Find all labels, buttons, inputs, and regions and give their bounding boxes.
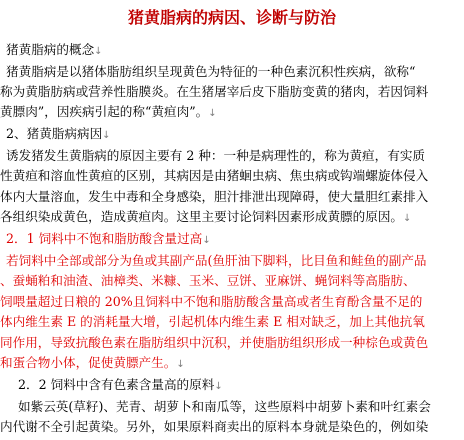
text-line: 体内维生素 E 的消耗量大增，引起机体内维生素 E 相对缺乏，加上其他抗氧: [0, 314, 425, 329]
text-line: 、蚕蛹粕和油渣、油樟类、米糠、玉米、豆饼、亚麻饼、蝇饲料等高脂肪、: [0, 273, 416, 288]
text-line: 同作用，导致抗酸色素在脂肪组织中沉积，并使脂肪组织形成一种棕色或黄色: [0, 335, 429, 350]
text-line: 若饲料中全部或部分为鱼或其副产品(鱼肝油下脚料，比目鱼和鲑鱼的副产品: [6, 253, 427, 268]
text-line: 饲喂量超过日粮的 20%且饲料中不饱和脂肪酸含量高或者生育酚含量不足的: [0, 294, 423, 309]
paragraph-mark-icon: ↓: [94, 46, 103, 57]
text-line: 猪黄脂病是以猪体脂肪组织呈现黄色为特征的一种色素沉积性疾病，欲称“: [6, 64, 416, 79]
paragraph-mark-icon: ↓: [102, 130, 111, 141]
paragraph-mark-icon: ↓: [214, 381, 223, 392]
document-title: 猪黄脂病的病因、诊断与防治: [127, 8, 336, 27]
heading-causes: 2、猪黄脂病病因↓: [6, 126, 111, 141]
paragraph-mark-icon: ↓: [176, 359, 185, 370]
text-line: 各组织染成黄色，造成黄疸肉。这里主要讨论饲料因素形成黄膘的原因。↓: [0, 209, 412, 224]
text-line: 性黄疸和溶血性黄疸的区别，其病因是由猪蛔虫病、焦虫病或钩端螺旋体侵入: [0, 168, 429, 183]
text-line: 如紫云英(草籽)、芜青、胡萝卜和南瓜等，这些原料中胡萝卜素和叶红素会: [18, 399, 431, 414]
heading-concept: 猪黄脂病的概念↓: [6, 42, 103, 57]
paragraph-mark-icon: ↓: [403, 213, 412, 224]
text-line: 诱发猪发生黄脂病的原因主要有 2 种：一种是病理性的，称为黄疸，有实质: [6, 148, 426, 163]
heading-fatty-acid: 2．1 饲料中不饱和脂肪酸含量过高↓: [6, 231, 211, 246]
paragraph-mark-icon: ↓: [208, 108, 217, 119]
text-line: 体内大量溶血，发生中毒和全身感染，胆汁排泄出现障碍，使大量胆红素排入: [0, 189, 429, 204]
paragraph-mark-icon: ↓: [202, 235, 211, 246]
text-line: 内代谢不全引起黄染。另外，如果原料商卖出的原料本身就是染色的，例如染: [0, 419, 429, 434]
heading-pigment: 2．2 饲料中含有色素含量高的原料↓: [18, 377, 223, 392]
text-line: 称为黄脂肪病或营养性脂膜炎。在生猪屠宰后皮下脂肪变黄的猪肉，若因饲料: [0, 84, 429, 99]
text-line: 黄膘肉”，因疾病引起的称“黄疸肉”。↓: [0, 104, 217, 119]
text-line: 和蛋合物小体，促使黄膘产生。↓: [0, 355, 185, 370]
